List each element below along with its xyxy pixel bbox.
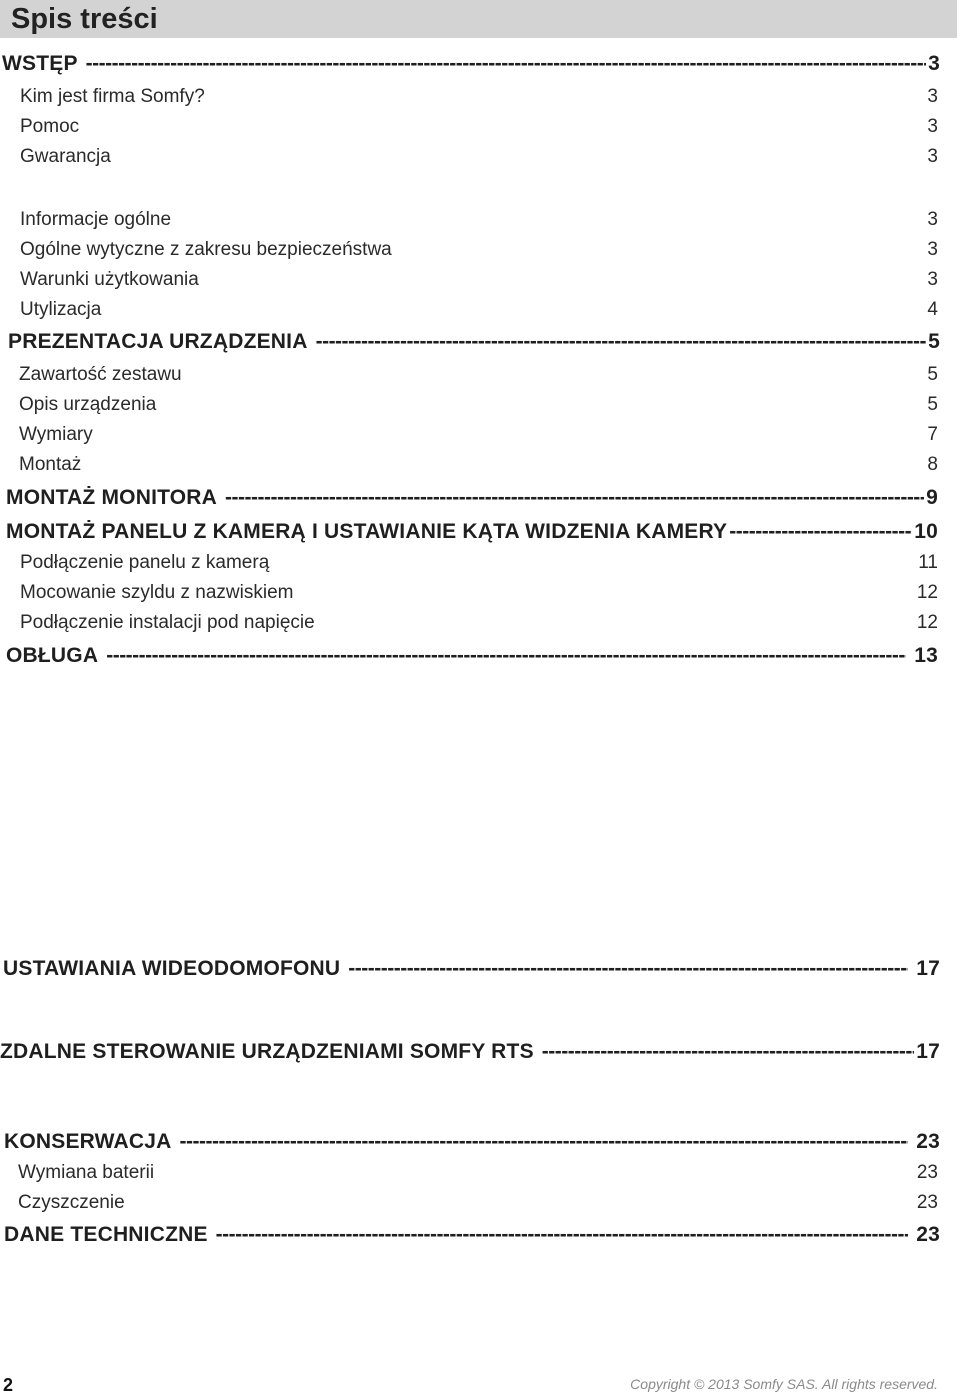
toc-entry-wymiary[interactable] — [19, 424, 938, 446]
toc-entry-page: 23 — [916, 1192, 938, 1213]
toc-entry-page: 3 — [927, 209, 938, 230]
toc-entry-ogolne-wytyczne[interactable] — [20, 239, 938, 261]
toc-entry-podlaczenie-instalacji[interactable] — [20, 612, 938, 634]
toc-entry-label: ZDALNE STEROWANIE URZĄDZENIAMI SOMFY RTS — [0, 1040, 534, 1063]
toc-entry-label: USTAWIANIA WIDEODOMOFONU — [3, 957, 341, 980]
toc-entry-label: Warunki użytkowania — [20, 269, 199, 290]
toc-entry-page: 9 — [926, 486, 938, 509]
page-number: 2 — [3, 1375, 14, 1395]
toc-entry-page: 3 — [927, 86, 938, 107]
toc-entry-page: 17 — [916, 1040, 940, 1063]
toc-entry-label: Mocowanie szyldu z nazwiskiem — [20, 582, 294, 603]
toc-entry-page: 5 — [927, 364, 938, 385]
toc-entry-label: Podłączenie instalacji pod napięcie — [20, 612, 315, 633]
toc-entry-page: 3 — [928, 52, 940, 75]
toc-entry-gwarancja[interactable] — [20, 146, 938, 168]
toc-entry-label: Montaż — [19, 454, 82, 475]
toc-entry-page: 12 — [916, 582, 938, 603]
toc-entry-utylizacja[interactable] — [20, 299, 938, 321]
toc-entry-page: 3 — [927, 146, 938, 167]
toc-entry-label: Zawartość zestawu — [19, 364, 182, 385]
toc-entry-page: 3 — [927, 116, 938, 137]
toc-entry-montaz[interactable] — [19, 454, 938, 476]
toc-entry-page: 8 — [927, 454, 938, 475]
toc-entry-kim-jest-firma-somfy[interactable] — [20, 86, 938, 108]
toc-entry-page: 5 — [927, 394, 938, 415]
toc-entry-pomoc[interactable] — [20, 116, 938, 138]
toc-entry-konserwacja[interactable] — [4, 1130, 940, 1154]
toc-entry-page: 12 — [916, 612, 938, 633]
toc-entry-opis-urzadzenia[interactable] — [19, 394, 938, 416]
toc-leader — [542, 1040, 914, 1064]
toc-entry-wstep[interactable] — [2, 52, 940, 76]
toc-entry-label: Wymiary — [19, 424, 93, 445]
toc-entry-page: 23 — [916, 1130, 940, 1153]
toc-entry-prezentacja-urzadzenia[interactable] — [8, 330, 940, 354]
toc-leader — [348, 957, 908, 981]
toc-entry-label: Opis urządzenia — [19, 394, 157, 415]
toc-entry-page: 3 — [927, 239, 938, 260]
toc-entry-zawartosc-zestawu[interactable] — [19, 364, 938, 386]
toc-entry-page: 11 — [918, 552, 938, 573]
toc-leader — [86, 52, 926, 76]
toc-entry-obluga[interactable] — [6, 644, 938, 668]
toc-entry-label: Utylizacja — [20, 299, 102, 320]
toc-entry-label: Wymiana baterii — [18, 1162, 155, 1183]
toc-entry-label: WSTĘP — [2, 52, 78, 75]
toc-entry-label: MONTAŻ PANELU Z KAMERĄ I USTAWIANIE KĄTA WIDZENIA KAMERY — [6, 520, 728, 543]
toc-entry-page: 23 — [916, 1162, 938, 1183]
toc-entry-page: 3 — [927, 269, 938, 290]
toc-leader — [316, 330, 927, 354]
toc-entry-montaz-monitora[interactable] — [6, 486, 938, 510]
toc-entry-dane-techniczne[interactable] — [4, 1223, 940, 1247]
toc-entry-label: Informacje ogólne — [20, 209, 172, 230]
toc-entry-page: 23 — [916, 1223, 940, 1246]
toc-entry-mocowanie-szyldu[interactable] — [20, 582, 938, 604]
toc-leader — [106, 644, 906, 668]
toc-entry-label: KONSERWACJA — [4, 1130, 172, 1153]
toc-entry-podlaczenie-panelu[interactable] — [20, 552, 938, 574]
toc-entry-page: 13 — [914, 644, 938, 667]
page-title: Spis treści — [11, 3, 158, 35]
toc-entry-page: 7 — [927, 424, 938, 445]
toc-leader — [729, 520, 912, 544]
toc-entry-ustawiania-wideodomofonu[interactable] — [3, 957, 940, 981]
copyright-notice: Copyright © 2013 Somfy SAS. All rights reserved. — [630, 1376, 938, 1392]
toc-entry-page: 17 — [916, 957, 940, 980]
toc-entry-montaz-panelu[interactable] — [6, 520, 938, 544]
toc-entry-label: Podłączenie panelu z kamerą — [20, 552, 270, 573]
toc-entry-warunki-uzytkowania[interactable] — [20, 269, 938, 291]
toc-entry-label: PREZENTACJA URZĄDZENIA — [8, 330, 308, 353]
toc-entry-label: DANE TECHNICZNE — [4, 1223, 208, 1246]
title-bar — [0, 0, 957, 38]
toc-entry-label: Pomoc — [20, 116, 80, 137]
toc-entry-page: 4 — [927, 299, 938, 320]
toc-leader — [225, 486, 924, 510]
toc-entry-czyszczenie[interactable] — [18, 1192, 938, 1214]
toc-entry-label: Czyszczenie — [18, 1192, 125, 1213]
toc-entry-label: Kim jest firma Somfy? — [20, 86, 205, 107]
toc-entry-label: MONTAŻ MONITORA — [6, 486, 218, 509]
toc-entry-page: 5 — [928, 330, 940, 353]
toc-entry-informacje-ogolne[interactable] — [20, 209, 938, 231]
toc-entry-page: 10 — [914, 520, 938, 543]
toc-entry-label: OBŁUGA — [6, 644, 99, 667]
toc-entry-zdalne-sterowanie[interactable] — [0, 1040, 940, 1064]
toc-leader — [180, 1130, 909, 1154]
toc-entry-label: Ogólne wytyczne z zakresu bezpieczeństwa — [20, 239, 392, 260]
toc-leader — [216, 1223, 909, 1247]
toc-entry-wymiana-baterii[interactable] — [18, 1162, 938, 1184]
toc-entry-label: Gwarancja — [20, 146, 111, 167]
